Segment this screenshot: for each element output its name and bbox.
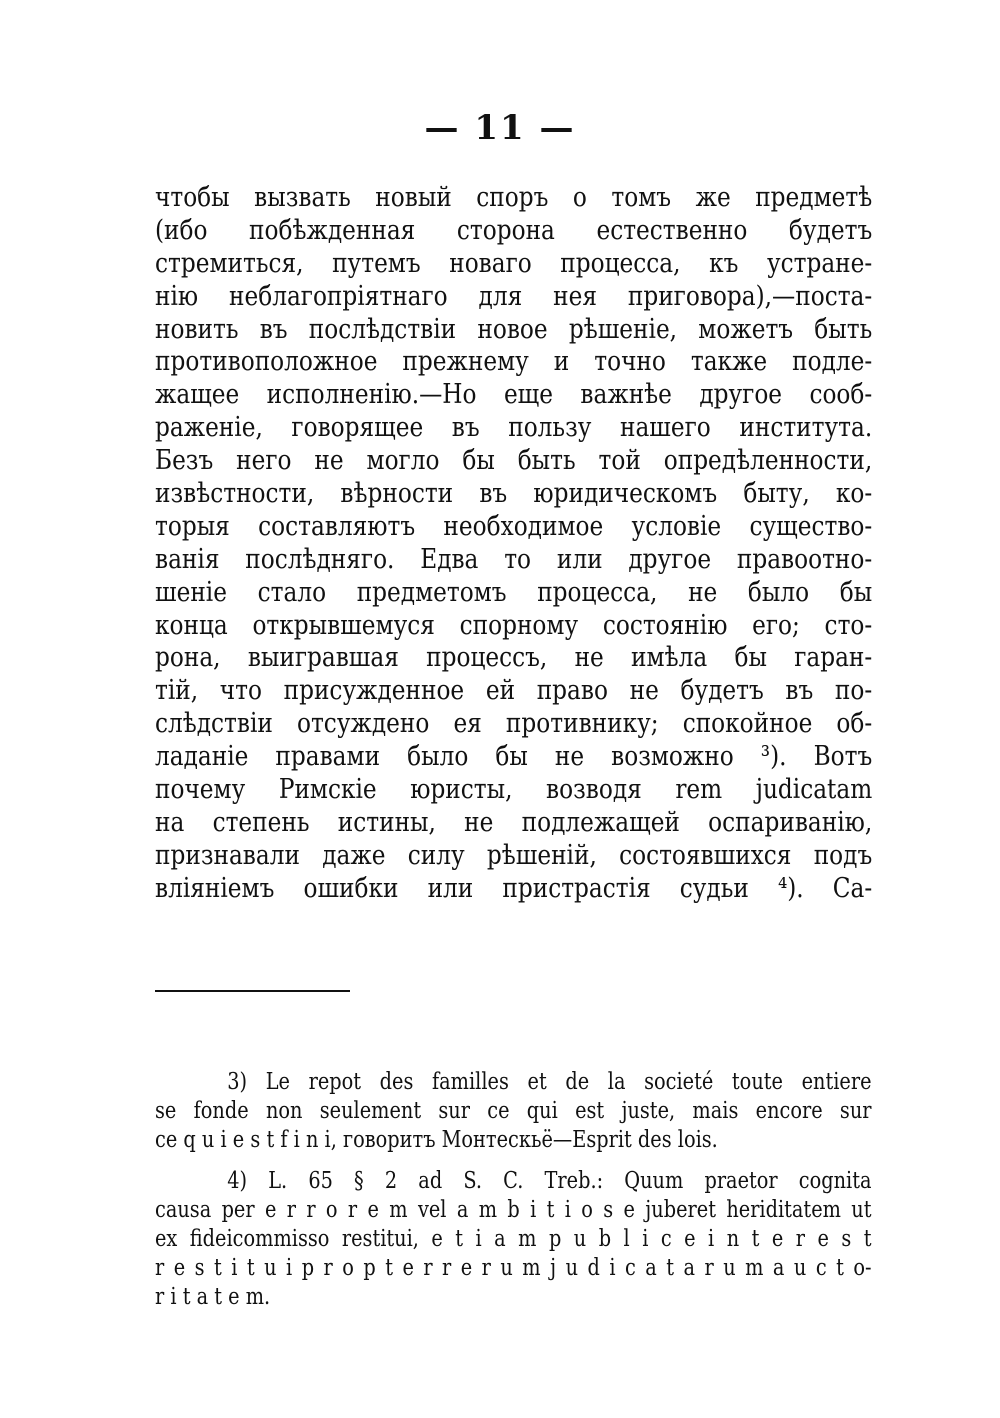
text-line: Безъ него не могло бы быть той опредѣленности, (155, 445, 873, 477)
footnote-line: se fonde non seulement sur ce qui est juste, mais encore sur (155, 1098, 872, 1124)
footnote-line: r e s t i t u i p r o p t e r r e r u m j u d i c a t a r u m a u c t o- (155, 1255, 872, 1281)
text-line: извѣстности, вѣрности въ юридическомъ быту, ко- (155, 478, 873, 510)
text-line: признавали даже силу рѣшеній, состоявшихся подъ (155, 839, 873, 871)
footnote-line: 4) L. 65 § 2 ad S. C. Treb.: Quum praetor cognita (227, 1168, 872, 1194)
main-text-block (155, 182, 872, 906)
footnote-line: r i t a t e m. (155, 1284, 271, 1310)
page-number: — 11 — (424, 108, 576, 148)
text-line: чтобы вызвать новый споръ о томъ же предметѣ (155, 182, 873, 213)
text-line: ладаніе правами было бы не возможно ³). Вотъ (155, 741, 873, 773)
text-line: новить въ послѣдствіи новое рѣшеніе, можетъ быть (155, 313, 873, 345)
text-line: конца открывшемуся спорному состоянію его; сто- (155, 609, 873, 641)
text-line: жащее исполненію.—Но еще важнѣе другое сооб- (155, 379, 873, 411)
text-line: слѣдствіи отсуждено ея противнику; спокойное об- (155, 708, 873, 740)
text-line: торыя составляютъ необходимое условіе существо- (155, 510, 873, 542)
text-line: нію неблагопріятнаго для нея приговора),—поста- (155, 280, 873, 312)
text-line: рона, выигравшая процессъ, не имѣла бы гаран- (155, 642, 873, 674)
footnote-line: ce q u i e s t f i n i, говоритъ Монтескьё—Esprit des lois. (155, 1127, 718, 1153)
footnote-3 (155, 1068, 872, 1155)
footnote-4 (155, 1167, 872, 1312)
footnote-line: 3) Le repot des familles et de la societé toute entiere (227, 1069, 872, 1095)
text-line: почему Римскіе юристы, возводя rem judicatam (155, 774, 873, 806)
footnote-line: causa per e r r o r e m vel a m b i t i o s e juberet heriditatem ut (155, 1197, 872, 1223)
text-line: тій, что присужденное ей право не будетъ въ по- (155, 675, 873, 707)
text-line: ванія послѣдняго. Едва то или другое правоотно- (155, 543, 873, 575)
text-line: противоположное прежнему и точно также подле- (155, 346, 873, 378)
footnote-line: ex fideicommisso restitui, e t i a m p u b l i c e i n t e r e s t (155, 1226, 872, 1252)
footnote-separator (155, 990, 350, 992)
footnotes-block (155, 1068, 872, 1312)
text-line: стремиться, путемъ новаго процесса, къ устране- (155, 247, 873, 279)
text-line: вліяніемъ ошибки или пристрастія судьи ⁴). Са- (155, 872, 873, 904)
text-line: раженіе, говорящее въ пользу нашего института. (155, 412, 873, 444)
text-line: на степень истины, не подлежащей оспариванію, (155, 806, 873, 838)
text-line: шеніе стало предметомъ процесса, не было бы (155, 576, 873, 608)
text-line: (ибо побѣжденная сторона естественно будетъ (155, 214, 873, 246)
